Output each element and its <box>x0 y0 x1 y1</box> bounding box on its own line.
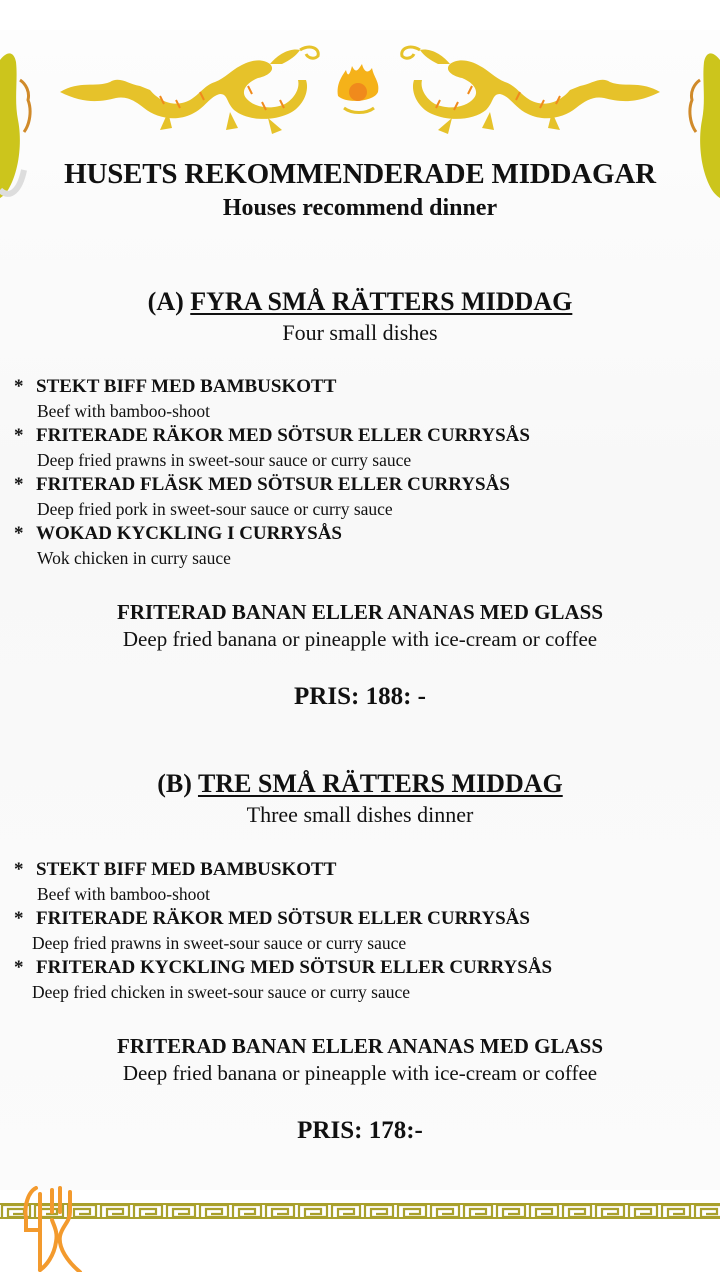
menu-b-dessert-en: Deep fried banana or pineapple with ice-cream or coffee <box>122 1061 598 1085</box>
menu-a-subtitle: Four small dishes <box>282 320 438 345</box>
menu-b-item <box>14 956 714 1004</box>
dish-name-sv: STEKT BIFF MED BAMBUSKOTT <box>36 376 337 397</box>
page-subtitle: Houses recommend dinner <box>222 195 498 221</box>
dish-name-en: Deep fried pork in sweet-sour sauce or curry sauce <box>37 499 393 519</box>
dish-name-sv: FRITERADE RÄKOR MED SÖTSUR ELLER CURRYSÅS <box>36 908 530 929</box>
bullet-star: * <box>14 523 24 544</box>
menu-b-title <box>0 769 720 799</box>
menu-b-name: TRE SMÅ RÄTTERS MIDDAG <box>197 769 563 798</box>
dish-name-en: Deep fried prawns in sweet-sour sauce or curry sauce <box>32 933 407 953</box>
dish-name-en: Deep fried prawns in sweet-sour sauce or curry sauce <box>37 450 412 470</box>
dish-name-en: Wok chicken in curry sauce <box>37 548 231 568</box>
bullet-star: * <box>14 908 24 929</box>
menu-a-dessert-en: Deep fried banana or pineapple with ice-cream or coffee <box>122 627 598 651</box>
dish-name-en: Beef with bamboo-shoot <box>37 884 211 904</box>
page-title: HUSETS REKOMMENDERADE MIDDAGAR <box>64 158 656 190</box>
dish-name-sv: STEKT BIFF MED BAMBUSKOTT <box>36 859 337 880</box>
dish-name-sv: FRITERAD FLÄSK MED SÖTSUR ELLER CURRYSÅS <box>36 474 510 495</box>
bullet-star: * <box>14 957 24 978</box>
dish-name-en: Deep fried chicken in sweet-sour sauce or curry sauce <box>32 982 411 1002</box>
menu-b-item <box>14 858 714 906</box>
flaming-pearl-icon <box>338 64 379 113</box>
menu-a-price: PRIS: 188: - <box>294 683 426 710</box>
menu-a-name: FYRA SMÅ RÄTTERS MIDDAG <box>190 287 573 316</box>
bullet-star: * <box>14 474 24 495</box>
greek-key-border <box>0 1203 720 1219</box>
dish-name-sv: FRITERAD KYCKLING MED SÖTSUR ELLER CURRYSÅS <box>36 957 553 978</box>
menu-a-item <box>14 375 714 423</box>
menu-b-subtitle: Three small dishes dinner <box>246 802 474 827</box>
dragon-right-icon <box>402 47 660 134</box>
menu-a-item <box>14 473 714 521</box>
menu-b-item <box>14 907 714 955</box>
dish-name-en: Beef with bamboo-shoot <box>37 401 211 421</box>
bullet-star: * <box>14 376 24 397</box>
bullet-star: * <box>14 425 24 446</box>
header-dragons-banner <box>0 30 720 140</box>
menu-b-dessert-sv: FRITERAD BANAN ELLER ANANAS MED GLASS <box>117 1034 603 1058</box>
menu-a-title <box>0 287 720 317</box>
menu-a-item <box>14 424 714 472</box>
menu-a-prefix: (A) <box>147 287 191 316</box>
fork-glass-logo-icon <box>16 1186 92 1272</box>
dragon-left-icon <box>60 47 318 134</box>
dish-name-sv: FRITERADE RÄKOR MED SÖTSUR ELLER CURRYSÅS <box>36 425 530 446</box>
bullet-star: * <box>14 859 24 880</box>
menu-a-dessert-sv: FRITERAD BANAN ELLER ANANAS MED GLASS <box>117 600 603 624</box>
menu-b-price: PRIS: 178:- <box>297 1117 423 1144</box>
menu-a-item <box>14 522 714 570</box>
dish-name-sv: WOKAD KYCKLING I CURRYSÅS <box>36 523 343 544</box>
menu-b-prefix: (B) <box>157 769 198 798</box>
